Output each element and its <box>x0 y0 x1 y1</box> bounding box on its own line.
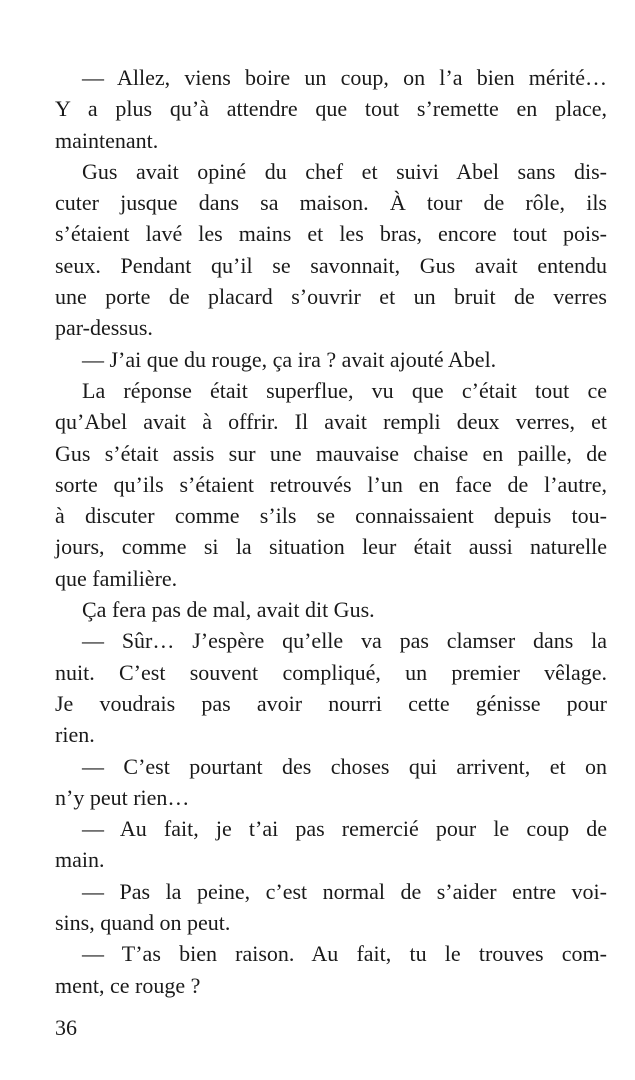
paragraph <box>55 62 607 156</box>
text-line: que familière. <box>55 565 178 591</box>
paragraph <box>55 876 607 939</box>
paragraph <box>55 156 607 344</box>
text-line: sorte qu’ils s’étaient retrouvés l’un en face de l’autre, <box>55 471 607 497</box>
text-line: — J’ai que du rouge, ça ira ? avait ajouté Abel. <box>82 346 497 372</box>
paragraph <box>55 344 607 375</box>
paragraph <box>55 625 607 750</box>
text-line: une porte de placard s’ouvrir et un bruit de verres <box>55 284 607 310</box>
body-text <box>55 62 607 1001</box>
text-line: — Pas la peine, c’est normal de s’aider entre voi- <box>82 878 607 904</box>
text-line: seux. Pendant qu’il se savonnait, Gus avait entendu <box>55 252 607 278</box>
text-line: à discuter comme s’ils se connaissaient depuis tou- <box>55 503 607 529</box>
text-line: — C’est pourtant des choses qui arrivent, et on <box>82 753 607 779</box>
text-line: — Au fait, je t’ai pas remercié pour le coup de <box>82 816 607 842</box>
text-line: n’y peut rien… <box>55 784 190 810</box>
text-line: — Allez, viens boire un coup, on l’a bien mérité… <box>82 65 607 90</box>
text-line: s’étaient lavé les mains et les bras, encore tout pois- <box>55 221 607 247</box>
text-line: Y a plus qu’à attendre que tout s’remette en place, <box>55 96 607 122</box>
text-line: ment, ce rouge ? <box>55 972 201 998</box>
text-line: par-dessus. <box>55 315 153 341</box>
page-number: 36 <box>55 1015 77 1040</box>
text-line: Gus avait opiné du chef et suivi Abel sans dis- <box>82 158 607 184</box>
paragraph <box>55 375 607 594</box>
text-line: sins, quand on peut. <box>55 910 231 936</box>
text-line: La réponse était superflue, vu que c’était tout ce <box>82 377 607 403</box>
text-line: Gus s’était assis sur une mauvaise chaise en paille, de <box>55 440 607 466</box>
paragraph <box>55 813 607 876</box>
text-line: cuter jusque dans sa maison. À tour de rôle, ils <box>55 190 607 216</box>
text-line: qu’Abel avait à offrir. Il avait rempli deux verres, et <box>55 409 607 435</box>
text-line: jours, comme si la situation leur était aussi naturelle <box>55 534 607 560</box>
text-line: nuit. C’est souvent compliqué, un premier vêlage. <box>55 659 607 685</box>
paragraph <box>55 938 607 1001</box>
text-line: — Sûr… J’espère qu’elle va pas clamser dans la <box>82 628 607 654</box>
paragraph <box>55 594 607 625</box>
text-line: Je voudrais pas avoir nourri cette génisse pour <box>55 690 607 716</box>
text-line: rien. <box>55 722 95 748</box>
text-line: — T’as bien raison. Au fait, tu le trouves com- <box>82 941 607 967</box>
text-line: Ça fera pas de mal, avait dit Gus. <box>82 597 375 623</box>
paragraph <box>55 751 607 814</box>
text-line: main. <box>55 847 105 873</box>
text-line: maintenant. <box>55 127 159 153</box>
